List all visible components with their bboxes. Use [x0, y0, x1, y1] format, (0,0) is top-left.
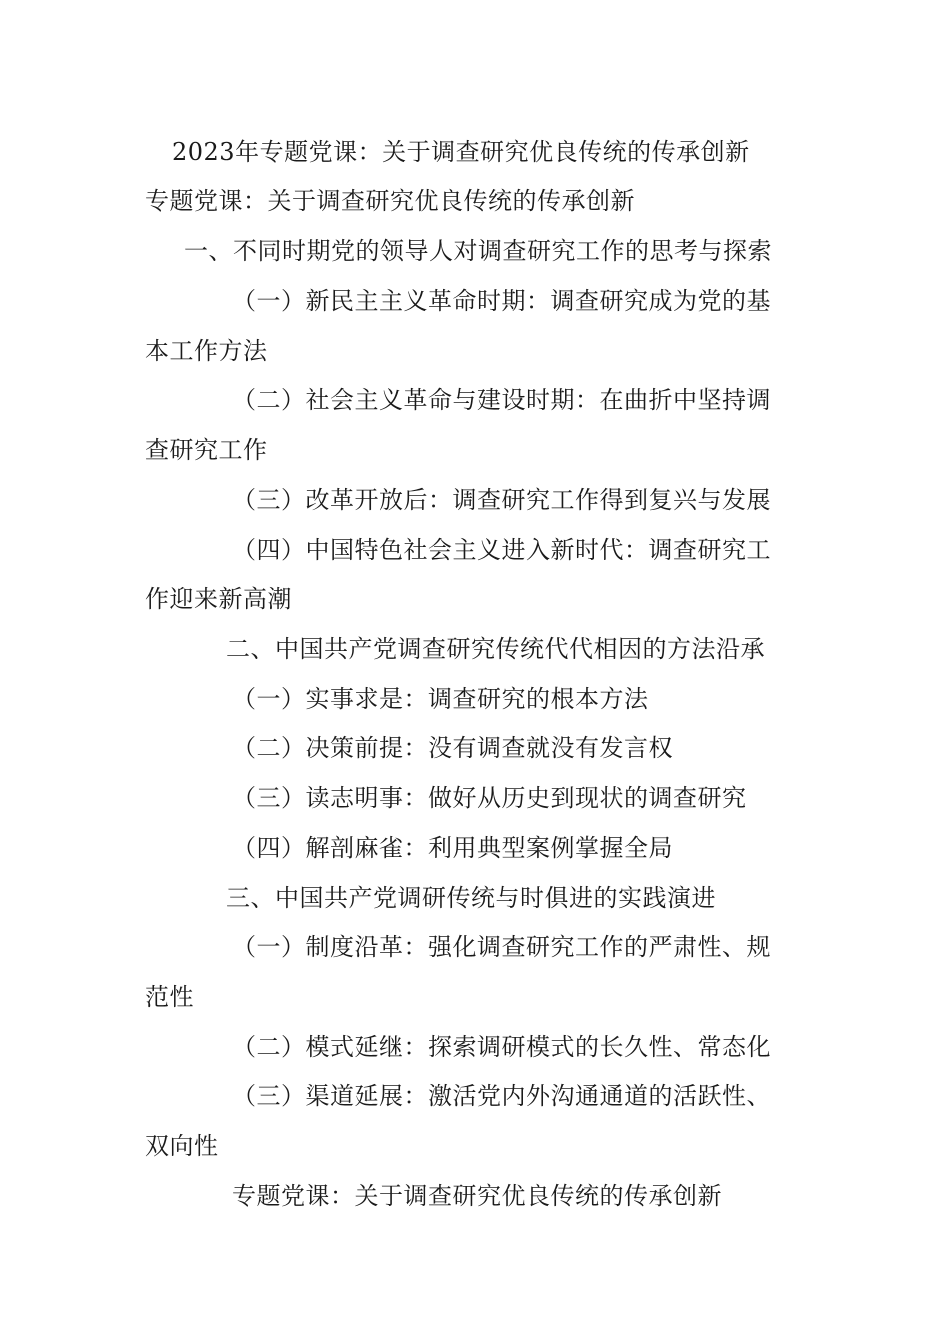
section1-item2-line2: 查研究工作	[145, 436, 268, 464]
section3-item3-line1: （三）渠道延展：激活党内外沟通通道的活跃性、	[232, 1082, 771, 1110]
section1-item1-line2: 本工作方法	[145, 337, 268, 365]
section2-item4: （四）解剖麻雀：利用典型案例掌握全局	[232, 834, 673, 862]
section1-item1-line1: （一）新民主主义革命时期：调查研究成为党的基	[232, 287, 771, 315]
section2-item2: （二）决策前提：没有调查就没有发言权	[232, 734, 673, 762]
section3-item1-line2: 范性	[145, 983, 194, 1011]
section3-heading: 三、中国共产党调研传统与时俱进的实践演进	[226, 884, 716, 912]
footer-title: 专题党课：关于调查研究优良传统的传承创新	[232, 1182, 722, 1210]
section1-item2-line1: （二）社会主义革命与建设时期：在曲折中坚持调	[232, 386, 771, 414]
section1-item4-line2: 作迎来新高潮	[145, 585, 292, 613]
section3-item2: （二）模式延继：探索调研模式的长久性、常态化	[232, 1033, 771, 1061]
section2-item3: （三）读志明事：做好从历史到现状的调查研究	[232, 784, 747, 812]
section1-item3: （三）改革开放后：调查研究工作得到复兴与发展	[232, 486, 771, 514]
document-title: 2023年专题党课：关于调查研究优良传统的传承创新	[172, 138, 750, 166]
section2-heading: 二、中国共产党调查研究传统代代相因的方法沿承	[226, 635, 765, 663]
document-subtitle: 专题党课：关于调查研究优良传统的传承创新	[145, 187, 635, 215]
section1-item4-line1: （四）中国特色社会主义进入新时代：调查研究工	[232, 536, 771, 564]
section3-item1-line1: （一）制度沿革：强化调查研究工作的严肃性、规	[232, 933, 771, 961]
section2-item1: （一）实事求是：调查研究的根本方法	[232, 685, 649, 713]
section1-heading: 一、不同时期党的领导人对调查研究工作的思考与探索	[184, 237, 772, 265]
section3-item3-line2: 双向性	[145, 1132, 219, 1160]
